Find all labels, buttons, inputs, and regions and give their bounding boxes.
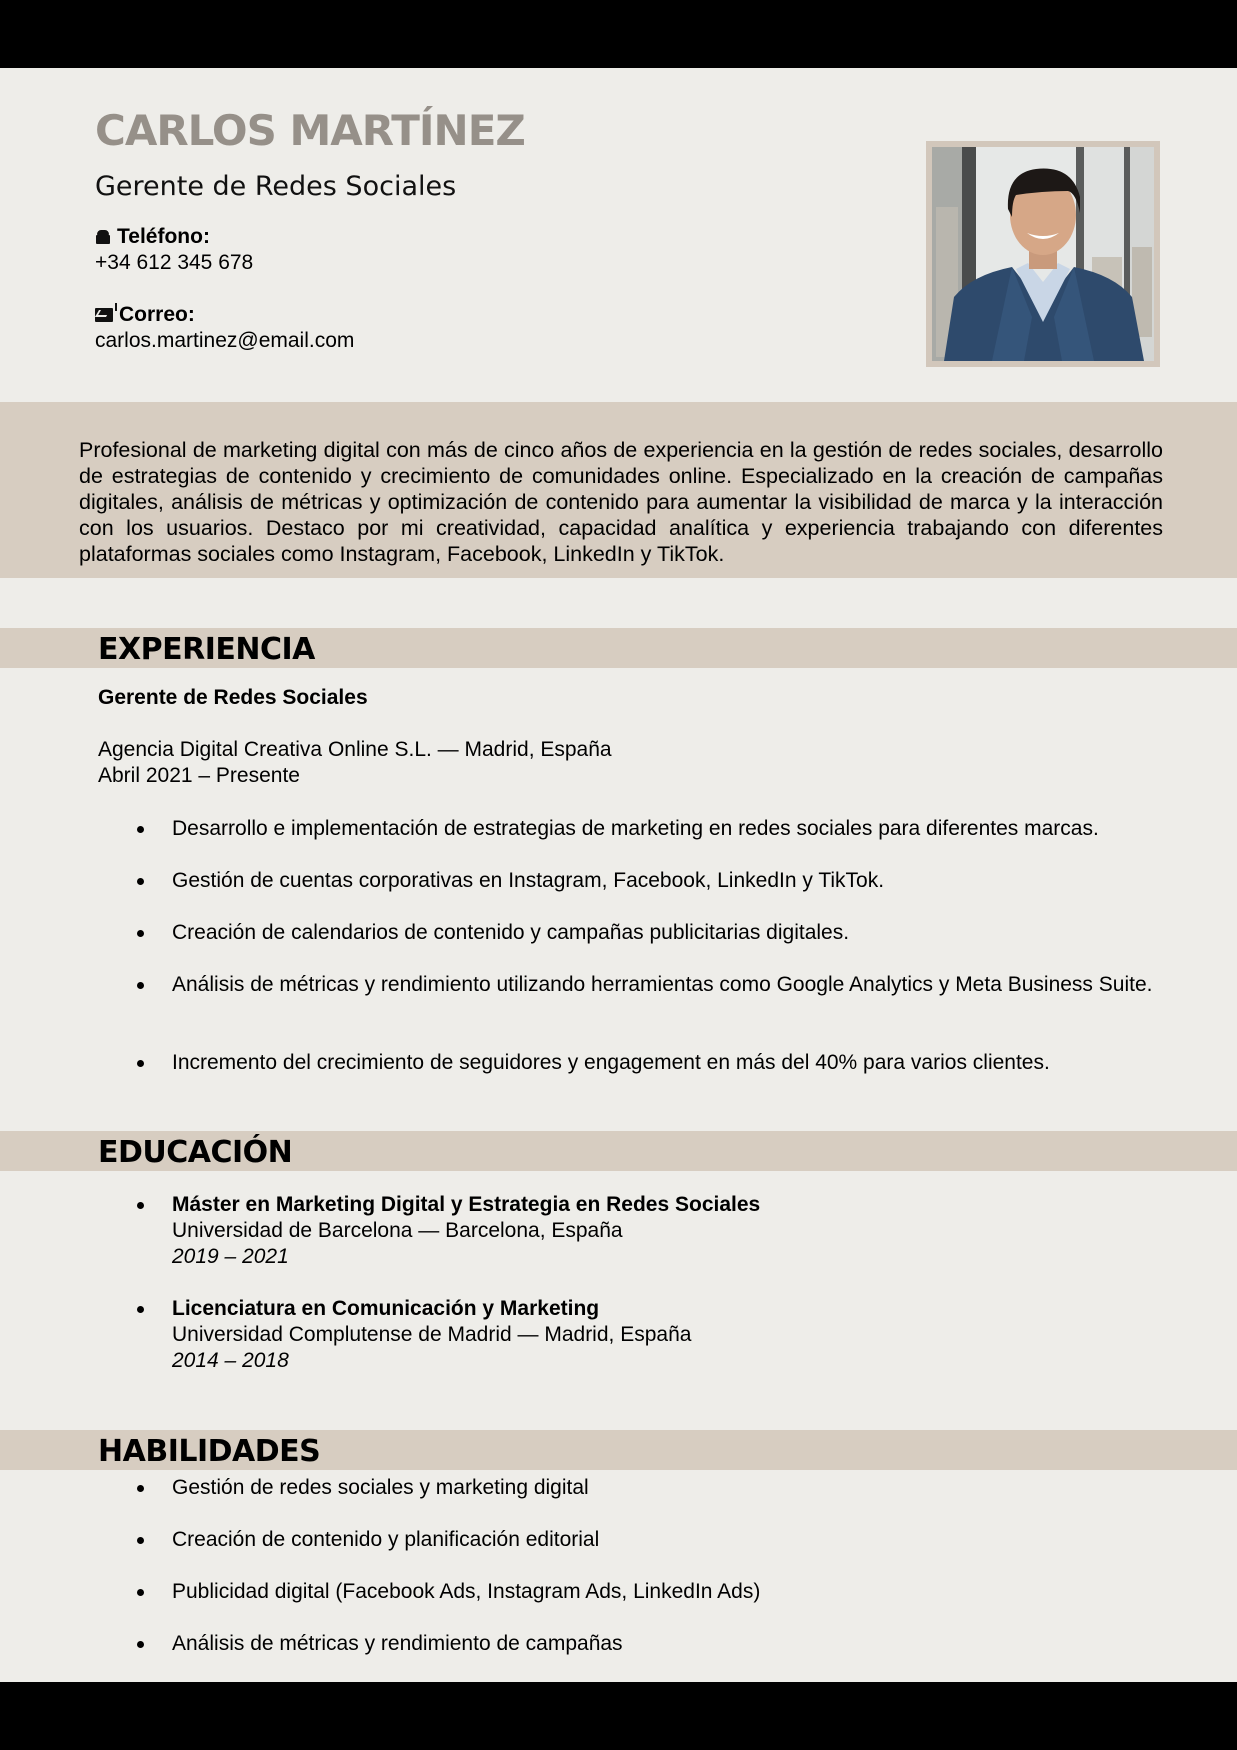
- skills-heading-bar: [0, 1430, 1237, 1470]
- experience-heading-bar: [0, 628, 1237, 668]
- email-value: carlos.martinez@email.com: [95, 329, 355, 352]
- resume-page: [0, 68, 1237, 1682]
- job-dates: Abril 2021 – Presente: [98, 764, 300, 787]
- list-item: Desarrollo e implementación de estrategias de marketing en redes sociales para diferentes marcas.: [172, 816, 1172, 842]
- list-item: Análisis de métricas y rendimiento utilizando herramientas como Google Analytics y Meta Business Suite.: [172, 972, 1172, 998]
- degree-institution: Universidad de Barcelona — Barcelona, España: [172, 1219, 623, 1242]
- degree-institution: Universidad Complutense de Madrid — Madrid, España: [172, 1323, 692, 1346]
- profile-photo: [932, 147, 1154, 361]
- phone-label-row: [95, 224, 253, 250]
- list-item: Incremento del crecimiento de seguidores y engagement en más del 40% para varios clientes.: [172, 1050, 1172, 1076]
- list-item: Creación de contenido y planificación editorial: [172, 1527, 1172, 1553]
- phone-value: +34 612 345 678: [95, 251, 254, 274]
- summary-text: Profesional de marketing digital con más de cinco años de experiencia en la gestión de redes sociales, desarrollo de estrategias de contenido y crecimiento de comunidades online. Especializado en la creación de campañas digitales, análisis de métricas y optimización de contenido para aumentar la visibilidad de marca y la interacción con los usuarios. Destaco por mi creatividad, capacidad analítica y experiencia trabajando con diferentes plataformas sociales como Instagram, Facebook, LinkedIn y TikTok.: [79, 438, 1163, 566]
- education-heading: EDUCACIÓN: [98, 1135, 293, 1170]
- email-contact: [95, 302, 354, 354]
- job-title: Gerente de Redes Sociales: [98, 686, 368, 709]
- list-item: Gestión de redes sociales y marketing digital: [172, 1475, 1172, 1501]
- list-item: Publicidad digital (Facebook Ads, Instagram Ads, LinkedIn Ads): [172, 1579, 1172, 1605]
- list-item: Análisis de métricas y rendimiento de campañas: [172, 1631, 1172, 1657]
- telephone-icon: [95, 230, 111, 244]
- phone-contact: [95, 224, 253, 276]
- list-item: [172, 1192, 1172, 1270]
- resume-header: [0, 68, 1237, 402]
- list-item: Creación de calendarios de contenido y campañas publicitarias digitales.: [172, 920, 1172, 946]
- degree-title: Licenciatura en Comunicación y Marketing: [172, 1297, 600, 1320]
- phone-label: Teléfono:: [117, 225, 210, 248]
- list-item: Gestión de cuentas corporativas en Instagram, Facebook, LinkedIn y TikTok.: [172, 868, 1172, 894]
- summary-section: [0, 402, 1237, 578]
- degree-title: Máster en Marketing Digital y Estrategia en Redes Sociales: [172, 1193, 761, 1216]
- candidate-name: CARLOS MARTÍNEZ: [95, 106, 525, 155]
- experience-heading: EXPERIENCIA: [98, 632, 315, 667]
- list-item: [172, 1296, 1172, 1374]
- profile-photo-frame: [926, 141, 1160, 367]
- email-label: Correo:: [119, 303, 195, 326]
- education-heading-bar: [0, 1131, 1237, 1171]
- job-entry: [98, 685, 1178, 789]
- degree-years: 2014 – 2018: [172, 1349, 289, 1372]
- skills-heading: HABILIDADES: [98, 1434, 321, 1469]
- envelope-icon: [95, 308, 113, 322]
- email-label-row: [95, 302, 354, 328]
- degree-years: 2019 – 2021: [172, 1245, 289, 1268]
- job-company: Agencia Digital Creativa Online S.L. — Madrid, España: [98, 738, 612, 761]
- candidate-role: Gerente de Redes Sociales: [95, 171, 457, 202]
